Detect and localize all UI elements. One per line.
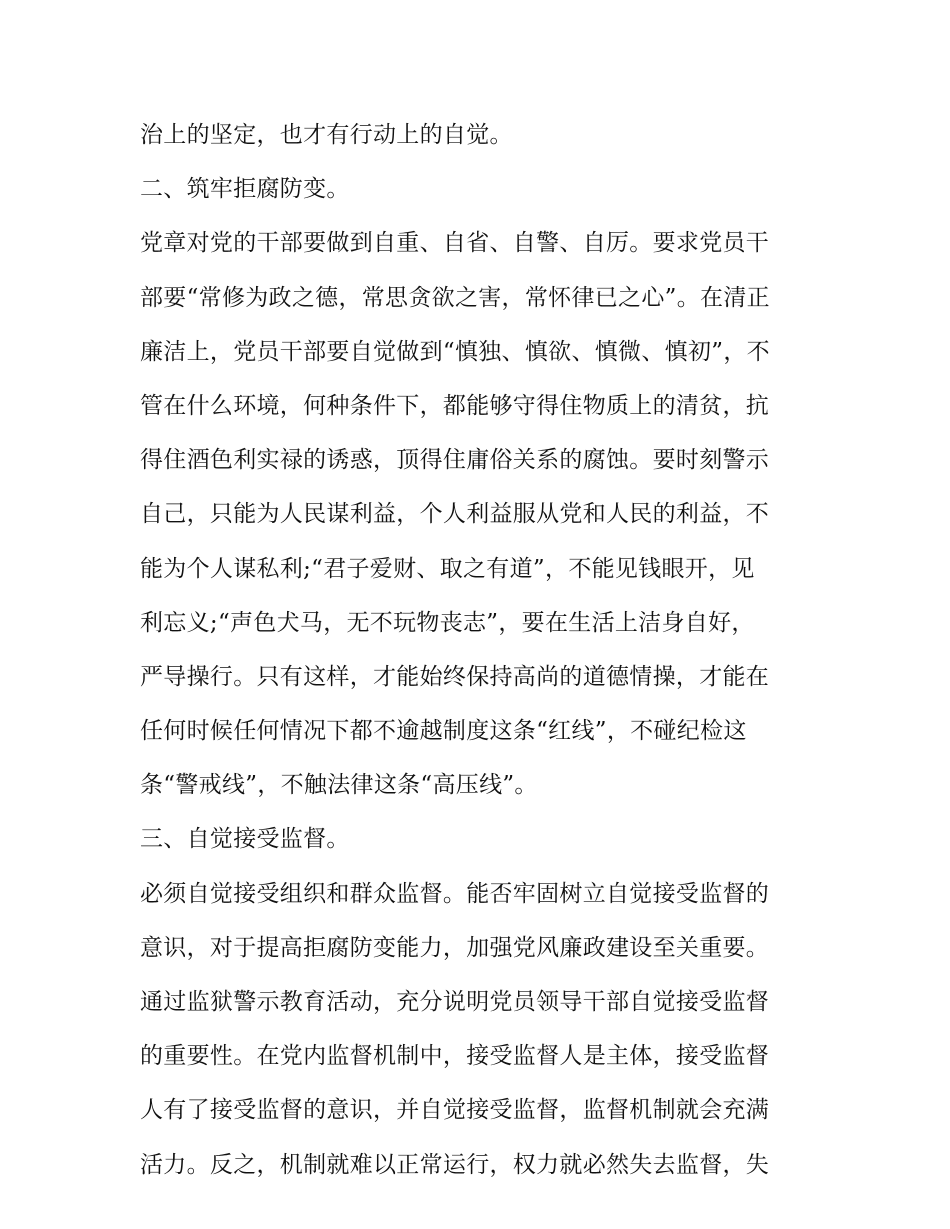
text-line: 严导操行。只有这样，才能始终保持高尚的道德情操，才能在 [140, 663, 770, 690]
text-line: 廉洁上，党员干部要自觉做到“慎独、慎欲、慎微、慎初”，不 [140, 338, 770, 365]
section-heading: 二、筑牢拒腐防变。 [140, 176, 350, 203]
text-line: 必须自觉接受组织和群众监督。能否牢固树立自觉接受监督的 [140, 880, 770, 907]
text-line: 活力。反之，机制就难以正常运行，权力就必然失去监督，失 [140, 1151, 770, 1178]
text-line: 自己，只能为人民谋利益，个人利益服从党和人民的利益，不 [140, 501, 770, 528]
section-heading: 三、自觉接受监督。 [140, 826, 350, 853]
text-line: 治上的坚定，也才有行动上的自觉。 [140, 122, 513, 148]
text-line: 条“警戒线”，不触法律这条“高压线”。 [140, 772, 538, 799]
text-line: 通过监狱警示教育活动，充分说明党员领导干部自觉接受监督 [140, 989, 770, 1015]
text-line: 人有了接受监督的意识，并自觉接受监督，监督机制就会充满 [140, 1097, 770, 1124]
text-line: 的重要性。在党内监督机制中，接受监督人是主体，接受监督 [140, 1043, 770, 1070]
body-text [140, 108, 840, 1192]
text-line: 党章对党的干部要做到自重、自省、自警、自厉。要求党员干 [140, 230, 770, 257]
text-line: 得住酒色利实禄的诱惑，顶得住庸俗关系的腐蚀。要时刻警示 [140, 447, 770, 474]
text-line: 能为个人谋私利;“君子爱财、取之有道”，不能见钱眼开，见 [140, 555, 755, 582]
text-line: 管在什么环境，何种条件下，都能够守得住物质上的清贫，抗 [140, 392, 770, 419]
text-line: 意识，对于提高拒腐防变能力，加强党风廉政建设至关重要。 [140, 934, 770, 961]
text-line: 部要“常修为政之德，常思贪欲之害，常怀律已之心”。在清正 [140, 284, 770, 311]
text-line: 利忘义;“声色犬马，无不玩物丧志”，要在生活上洁身自好， [140, 609, 755, 636]
text-line: 任何时候任何情况下都不逾越制度这条“红线”，不碰纪检这 [140, 718, 747, 745]
